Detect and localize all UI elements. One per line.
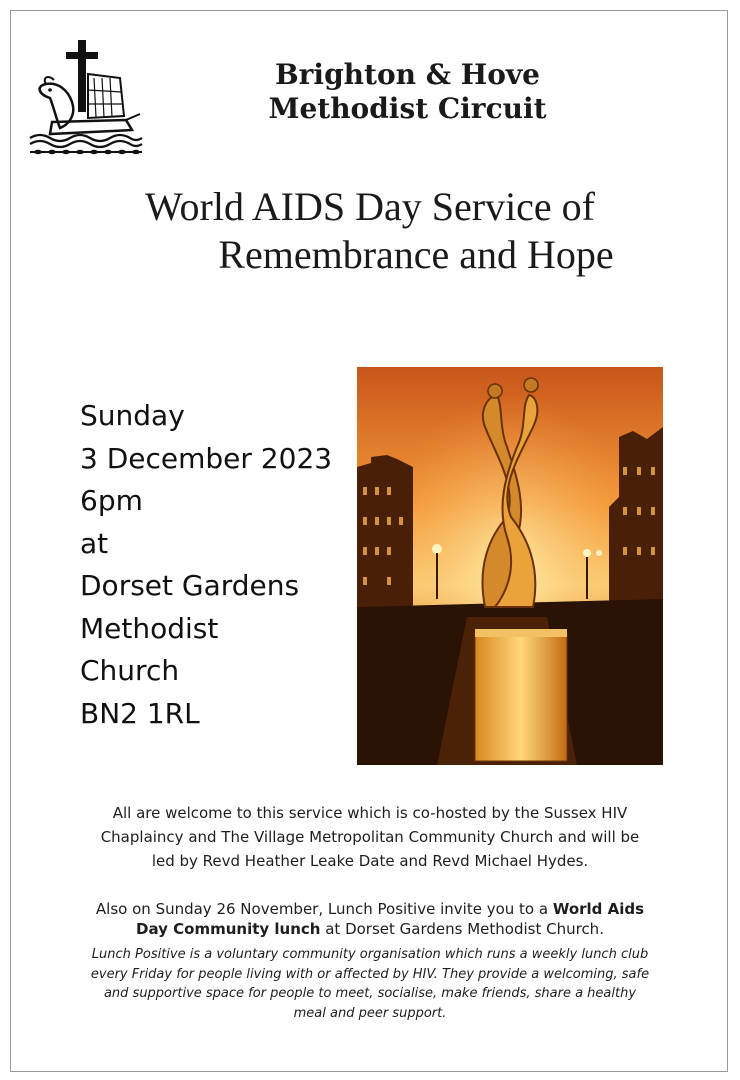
circuit-name: [220, 58, 595, 126]
lunch-invite-paragraph: [90, 899, 650, 939]
methodist-cross-boat-logo-icon: [28, 38, 144, 156]
detail-postcode: BN2 1RL: [80, 696, 200, 730]
circuit-name-line2: Methodist Circuit: [268, 92, 547, 125]
lunch-venue-text: at Dorset Gardens Methodist Church.: [320, 920, 604, 938]
circuit-name-line1: Brighton & Hove: [275, 58, 540, 91]
detail-day: Sunday: [80, 399, 185, 432]
detail-venue-line3: Church: [80, 654, 180, 687]
aids-memorial-sculpture-photo: [357, 367, 663, 765]
lunch-event-name: World Aids Day Community lunch: [136, 900, 645, 938]
service-details: [80, 395, 332, 735]
detail-venue-line1: Dorset Gardens: [80, 569, 300, 602]
detail-at: at: [80, 526, 109, 560]
service-title-line1: World AIDS Day Service of: [144, 184, 596, 229]
service-title-line2: Remembrance and Hope: [218, 232, 614, 277]
service-title: [70, 183, 670, 279]
lunch-positive-description: Lunch Positive is a voluntary community organisation which runs a weekly lunch club every Friday for people living with or affected by HIV. They provide a welcoming, safe and supportive space for people to meet, socialise, make friends, share a healthy meal and peer support.: [90, 947, 650, 1021]
welcome-paragraph: All are welcome to this service which is co-hosted by the Sussex HIV Chaplaincy and The Village Metropolitan Community Church and will be led by Revd Heather Leake Date and Revd Michael Hydes.: [100, 804, 640, 870]
detail-time: 6pm: [80, 484, 143, 517]
lunch-intro-text: Also on Sunday 26 November, Lunch Positive invite you to a: [95, 900, 553, 918]
detail-venue-line2: Methodist: [80, 611, 219, 645]
detail-date: 3 December 2023: [80, 441, 333, 475]
